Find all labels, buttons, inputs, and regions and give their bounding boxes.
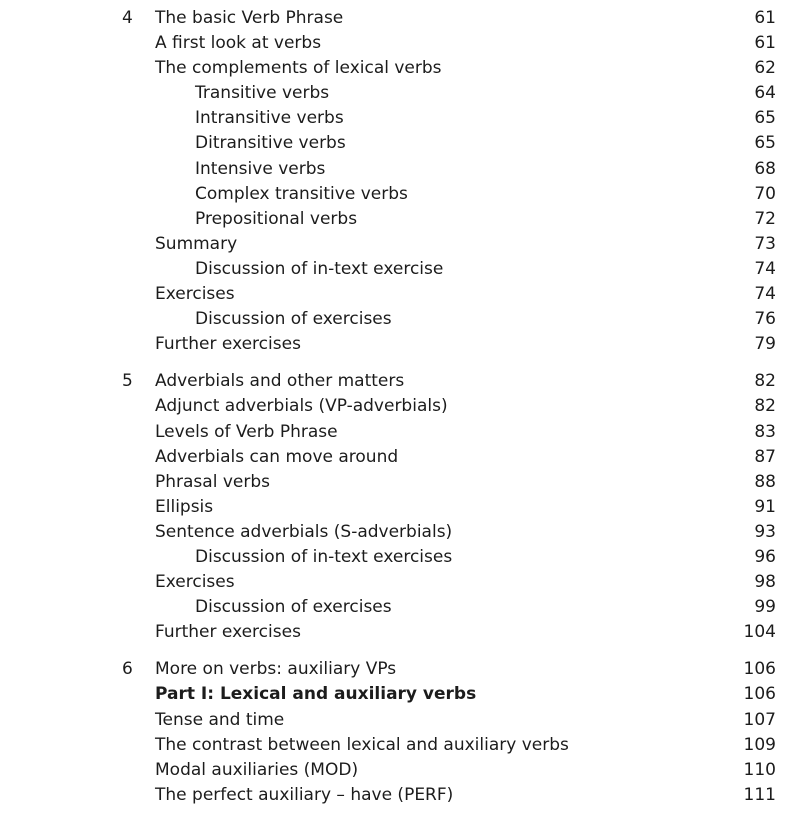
entry-title: Prepositional verbs	[195, 208, 358, 229]
page-number: 111	[743, 784, 776, 805]
entry-title: Part I: Lexical and auxiliary verbs	[155, 684, 477, 705]
toc-entry	[0, 708, 800, 733]
entry-title: Modal auxiliaries (MOD)	[155, 759, 359, 780]
page-number: 91	[754, 496, 776, 517]
entry-title: Discussion of exercises	[195, 309, 392, 330]
entry-title: A first look at verbs	[155, 33, 322, 54]
chapter-title: More on verbs: auxiliary VPs	[155, 659, 397, 680]
chapter-heading	[0, 657, 800, 682]
entry-title: Tense and time	[155, 709, 285, 730]
toc-entry	[0, 758, 800, 783]
toc-entry	[0, 232, 800, 257]
page-number: 98	[754, 572, 776, 593]
entry-title: Exercises	[155, 284, 235, 305]
toc-subentry	[0, 81, 800, 106]
entry-title: The complements of lexical verbs	[155, 58, 442, 79]
entry-title: Adjunct adverbials (VP-adverbials)	[155, 396, 448, 417]
page-number: 88	[754, 471, 776, 492]
entry-title: Phrasal verbs	[155, 471, 270, 492]
toc-entry	[0, 332, 800, 357]
page-number: 93	[754, 521, 776, 542]
toc-subentry	[0, 106, 800, 131]
entry-title: Intensive verbs	[195, 158, 326, 179]
chapter-5	[0, 369, 800, 645]
toc-entry	[0, 394, 800, 419]
chapter-6	[0, 657, 800, 808]
page-number: 96	[754, 546, 776, 567]
page-number: 61	[754, 8, 776, 28]
entry-title: Discussion of in-text exercises	[195, 546, 453, 567]
toc-entry	[0, 31, 800, 56]
toc-entry	[0, 56, 800, 81]
entry-title: Further exercises	[155, 622, 301, 643]
page-number: 106	[743, 684, 776, 705]
toc-subentry	[0, 595, 800, 620]
page-number: 99	[754, 597, 776, 618]
toc-entry	[0, 520, 800, 545]
chapter-number: 4	[122, 8, 133, 28]
toc-entry	[0, 495, 800, 520]
entry-title: Further exercises	[155, 334, 301, 355]
toc-entry	[0, 282, 800, 307]
page-number: 61	[754, 33, 776, 54]
page-number: 65	[754, 108, 776, 129]
toc-subentry	[0, 157, 800, 182]
page-number: 64	[754, 83, 776, 104]
page-number: 62	[754, 58, 776, 79]
page-number: 83	[754, 421, 776, 442]
page-number: 70	[754, 183, 776, 204]
toc-subentry	[0, 257, 800, 282]
entry-title: Discussion of in-text exercise	[195, 258, 444, 279]
toc-part-heading	[0, 682, 800, 707]
entry-title: Intransitive verbs	[195, 108, 344, 129]
toc-subentry	[0, 182, 800, 207]
entry-title: Complex transitive verbs	[195, 183, 408, 204]
page-number: 106	[743, 659, 776, 680]
chapter-heading	[0, 6, 800, 31]
chapter-number: 6	[122, 659, 133, 680]
chapter-title: The basic Verb Phrase	[155, 8, 344, 28]
entry-title: Sentence adverbials (S-adverbials)	[155, 521, 453, 542]
entry-title: Adverbials can move around	[155, 446, 399, 467]
toc-entry	[0, 620, 800, 645]
page-number: 65	[754, 133, 776, 154]
entry-title: Discussion of exercises	[195, 597, 392, 618]
page-number: 76	[754, 309, 776, 330]
entry-title: Exercises	[155, 572, 235, 593]
chapter-4	[0, 6, 800, 357]
toc-subentry	[0, 545, 800, 570]
page-number: 87	[754, 446, 776, 467]
page-number: 104	[743, 622, 776, 643]
toc-entry	[0, 470, 800, 495]
page-number: 74	[754, 284, 776, 305]
page-number: 82	[754, 371, 776, 392]
toc-entry	[0, 733, 800, 758]
toc-entry	[0, 783, 800, 808]
entry-title: Ditransitive verbs	[195, 133, 346, 154]
page-number: 110	[743, 759, 776, 780]
page-number: 79	[754, 334, 776, 355]
entry-title: Summary	[155, 233, 238, 254]
page-number: 82	[754, 396, 776, 417]
entry-title: Levels of Verb Phrase	[155, 421, 338, 442]
chapter-number: 5	[122, 371, 133, 392]
table-of-contents	[0, 6, 800, 820]
toc-entry	[0, 445, 800, 470]
page-number: 74	[754, 258, 776, 279]
chapter-title: Adverbials and other matters	[155, 371, 405, 392]
toc-subentry	[0, 307, 800, 332]
entry-title: Ellipsis	[155, 496, 214, 517]
entry-title: The perfect auxiliary – have (PERF)	[155, 784, 454, 805]
toc-entry	[0, 570, 800, 595]
chapter-heading	[0, 369, 800, 394]
toc-subentry	[0, 131, 800, 156]
page-number: 68	[754, 158, 776, 179]
toc-entry	[0, 420, 800, 445]
entry-title: Transitive verbs	[195, 83, 330, 104]
page-number: 109	[743, 734, 776, 755]
toc-subentry	[0, 207, 800, 232]
page-number: 72	[754, 208, 776, 229]
page-number: 73	[754, 233, 776, 254]
page-number: 107	[743, 709, 776, 730]
entry-title: The contrast between lexical and auxiliary verbs	[155, 734, 569, 755]
